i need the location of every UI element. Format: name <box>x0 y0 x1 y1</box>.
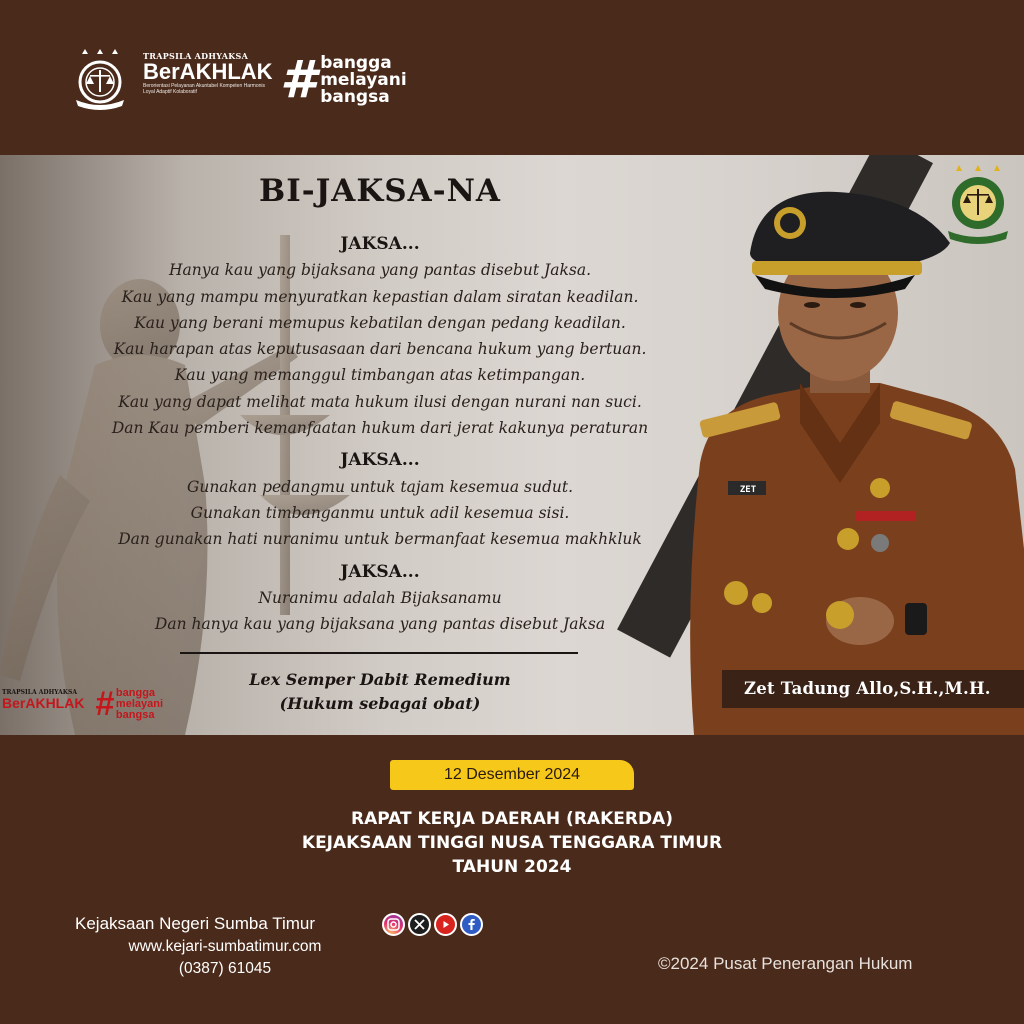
small-bangga-line3: bangsa <box>115 708 155 721</box>
small-bangga-logo <box>95 687 163 721</box>
motto-block <box>130 668 630 716</box>
social-icons <box>382 913 483 936</box>
event-title-line3: TAHUN 2024 <box>452 857 572 877</box>
small-hash-symbol: # <box>95 685 114 723</box>
small-bangga-line1: bangga <box>115 686 156 699</box>
poem-line: Nuranimu adalah Bijaksanamu <box>258 588 502 607</box>
motto-latin: Lex Semper Dabit Remedium <box>249 670 511 689</box>
stanza1-head: JAKSA... <box>340 234 420 254</box>
small-berakhlak-brand: BerAKHLAK <box>2 695 85 711</box>
officer-name-tag: ZET <box>739 485 757 495</box>
header-banner <box>0 0 1024 155</box>
hash-symbol: # <box>280 50 317 110</box>
poem-line: Kau yang dapat melihat mata hukum ilusi dengan nurani nan suci. <box>118 392 642 411</box>
berakhlak-brand: BerAKHLAK <box>143 59 273 84</box>
poem-line: Kau yang memanggul timbangan atas ketimpangan. <box>174 366 586 385</box>
motto-translation: (Hukum sebagai obat) <box>279 694 481 713</box>
berakhlak-subtitle: Berorientasi Pelayanan Akuntabel Kompeten Harmonis Loyal Adaptif Kolaboratif <box>143 83 266 95</box>
poem-line: Dan hanya kau yang bijaksana yang pantas disebut Jaksa <box>154 615 606 634</box>
poem-line: Kau yang berani memupus kebatilan dengan pedang keadilan. <box>134 313 626 332</box>
organization-name: Kejaksaan Negeri Sumba Timur <box>75 914 316 933</box>
poem-line: Dan Kau pemberi kemanfaatan hukum dari jerat kakunya peraturan <box>111 419 649 438</box>
poem-title: BI-JAKSA-NA <box>259 173 501 209</box>
officer-photo <box>680 183 1024 735</box>
contact-info <box>60 912 390 980</box>
poem-line: Dan gunakan hati nuranimu untuk bermanfaat kesemua makhkluk <box>118 530 642 549</box>
berakhlak-logo <box>143 52 278 112</box>
event-title-line2: KEJAKSAAN TINGGI NUSA TENGGARA TIMUR <box>301 833 723 853</box>
poem-line: Kau harapan atas keputusasaan dari bencana hukum yang bertuan. <box>113 340 647 359</box>
stanza2-head: JAKSA... <box>340 450 420 471</box>
small-berakhlak-logo <box>2 689 84 710</box>
event-title <box>0 807 1024 879</box>
facebook-icon[interactable] <box>460 913 483 936</box>
berakhlak-tagline: TRAPSILA ADHYAKSA <box>143 51 249 61</box>
poem-line: Gunakan pedangmu untuk tajam kesemua sudut. <box>186 477 574 496</box>
poem-line: Hanya kau yang bijaksana yang pantas disebut Jaksa. <box>168 261 592 280</box>
footer-panel <box>0 735 1024 1024</box>
phone-number: (0387) 61045 <box>178 960 272 977</box>
bangga-line2: melayani <box>320 69 407 90</box>
small-bangga-line2: melayani <box>115 697 164 710</box>
website-link[interactable]: www.kejari-sumbatimur.com <box>128 938 322 955</box>
bangga-line3: bangsa <box>320 86 390 107</box>
bangga-melayani-logo <box>280 50 407 110</box>
poem-line: Kau yang mampu menyuratkan kepastian dalam siratan keadilan. <box>121 287 639 306</box>
event-title-line1: RAPAT KERJA DAERAH (RAKERDA) <box>351 809 673 829</box>
poem-line: Gunakan timbanganmu untuk adil kesemua sisi. <box>190 503 570 522</box>
stanza3-head: JAKSA... <box>340 561 420 582</box>
small-berakhlak-tagline: TRAPSILA ADHYAKSA <box>2 689 78 696</box>
poster-panel <box>0 155 1024 735</box>
officer-name-label: Zet Tadung Allo,S.H.,M.H. <box>722 670 1024 708</box>
divider <box>180 652 578 654</box>
small-logos <box>0 687 190 729</box>
bangga-line1: bangga <box>320 52 392 73</box>
x-icon[interactable] <box>408 913 431 936</box>
instagram-icon[interactable] <box>382 913 405 936</box>
event-date-badge: 12 Desember 2024 <box>390 760 634 790</box>
copyright-text: ©2024 Pusat Penerangan Hukum <box>658 954 913 973</box>
youtube-icon[interactable] <box>434 913 457 936</box>
kejaksaan-emblem-icon <box>68 48 132 112</box>
